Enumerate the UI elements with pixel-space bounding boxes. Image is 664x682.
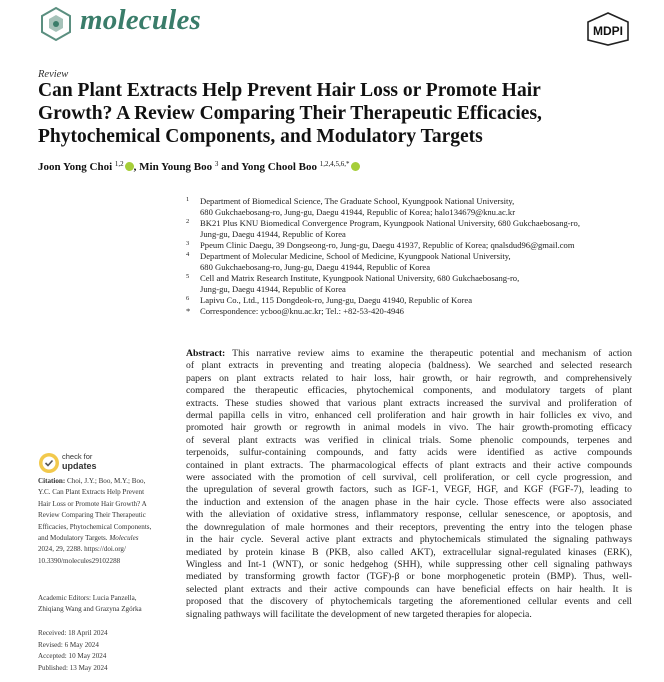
affiliation-number: 5: [186, 273, 190, 280]
abstract-label: Abstract:: [186, 348, 226, 359]
author-and: and: [218, 161, 242, 173]
abstract-line: promoted hair growth or regrowth in animal models in vivo. The hair growth-promoting efficacy: [186, 422, 632, 434]
date-received: Received: 18 April 2024: [38, 629, 108, 637]
abstract-line: in the hair cycle. Several active plant extracts and phytochemicals stimulated the signaling pathways: [186, 534, 632, 546]
date-revised: Revised: 6 May 2024: [38, 640, 99, 649]
affiliation-line: BK21 Plus KNU Biomedical Convergence Program, Kyungpook National University, 680 Gukchaebosang-ro,: [200, 218, 580, 228]
affiliation-item: [186, 240, 646, 251]
journal-name: molecules: [80, 4, 202, 36]
abstract-line: the induction and extension of the anagen phase in the hair cycle. Those effects were also associated: [186, 496, 632, 508]
orcid-icon[interactable]: [125, 162, 134, 171]
molecules-logo-icon: [38, 6, 74, 42]
affiliation-line: Jung-gu, Daegu 41944, Republic of Korea: [200, 284, 346, 294]
affiliation-item: [186, 251, 646, 273]
abstract-line: dermal papilla cells in vitro, enhanced cell proliferation and hair growth in hair follicles ex vivo, and: [186, 410, 632, 422]
citation-line: Choi, J.Y.; Boo, M.Y.; Boo,: [65, 477, 146, 485]
abstract-line: selected plant extracts and their active compounds can have beneficial effects on hair health. It is: [186, 583, 632, 595]
title-line: Can Plant Extracts Help Prevent Hair Loss or Promote Hair: [38, 80, 541, 101]
affiliation-item: [186, 196, 646, 218]
affiliation-line: 680 Gukchaebosang-ro, Jung-gu, Daegu 41944, Republic of Korea: [200, 262, 431, 272]
author-affil-sup: 3: [214, 160, 219, 168]
abstract-line: contained in plant extracts. The pharmacological effects of plant extracts and their active compounds: [186, 459, 632, 471]
affiliation-item: [186, 295, 646, 306]
publisher-name: MDPI: [593, 24, 623, 38]
date-accepted: Accepted: 10 May 2024: [38, 652, 107, 660]
affiliation-line: Ppeum Clinic Daegu, 39 Dongseong-ro, Jung-gu, Daegu 41937, Republic of Korea; qnalsdud96@gmail.com: [200, 240, 575, 250]
affiliation-line: Cell and Matrix Research Institute, Kyungpook National University, 680 Gukchaebosang-ro,: [200, 273, 520, 283]
affiliation-number: 1: [186, 196, 190, 203]
title-line: Phytochemical Components, and Modulatory Targets: [38, 126, 483, 147]
abstract-line: with the alleviation of oxidative stress, inflammatory response, cellular senescence, or apoptosis, and: [186, 509, 632, 521]
affiliation-line: 680 Gukchaebosang-ro, Jung-gu, Daegu 41944, Republic of Korea; halo134679@knu.ac.kr: [200, 207, 516, 217]
author-separator: ,: [133, 161, 140, 173]
abstract-line: Wingless and Int-1 (WNT), or sonic hedgehog (SHH), while suppressing other cell signaling pathways: [186, 558, 632, 570]
abstract-line: signaling pathways will facilitate the development of new targeted therapies for alopecia.: [186, 608, 532, 620]
abstract-line: mediated by transforming growth factor (TGF)-β or bone morphogenetic protein (BMP). Thus, well-: [186, 571, 632, 583]
affiliation-number: 3: [186, 240, 190, 247]
citation-line: Y.C. Can Plant Extracts Help Prevent: [38, 488, 145, 497]
citation-doi[interactable]: 10.3390/molecules29102288: [38, 556, 121, 565]
affiliation-line: Department of Molecular Medicine, School of Medicine, Kyungpook National University,: [200, 251, 511, 261]
mdpi-logo-icon: [585, 12, 631, 46]
abstract-line: This narrative review aims to examine the therapeutic potential and mechanism of action: [225, 348, 632, 359]
author-list: [38, 160, 360, 173]
author-name[interactable]: Yong Chool Boo: [241, 161, 317, 173]
citation-line: Review Comparing Their Therapeutic: [38, 511, 146, 520]
citation-journal: Molecules: [109, 534, 139, 543]
affiliation-number: 4: [186, 251, 190, 258]
check-for-text: check for: [62, 452, 93, 461]
affiliation-line: Lapivu Co., Ltd., 115 Dongdeok-ro, Jung-gu, Daegu 41940, Republic of Korea: [200, 295, 473, 305]
publication-dates: [38, 628, 108, 674]
abstract-line: of several plant extracts was verified in clinical trials. Some phenolic compounds, terpenes and: [186, 434, 632, 446]
citation-line[interactable]: 2024, 29, 2288. https://doi.org/: [38, 545, 126, 554]
title-line: Growth? A Review Comparing Their Therapeutic Efficacies,: [38, 103, 542, 124]
citation-label: Citation:: [38, 477, 66, 485]
author-name[interactable]: Joon Yong Choi: [38, 161, 113, 173]
abstract-line: proposed that the discovery of phytochemicals targeting the aforementioned cellular events and cell: [186, 596, 632, 608]
abstract-line: the upregulation of several growth factors, such as IGF-1, VEGF, HGF, and KGF (FGF-7), leading to: [186, 484, 632, 496]
check-for-updates-link[interactable]: [62, 453, 97, 471]
abstract-line: papers on plant extracts related to hair loss, hair growth, or hair regrowth, and comprehensively: [186, 372, 632, 384]
correspondence-marker: *: [186, 306, 191, 316]
affiliation-line: Department of Biomedical Science, The Graduate School, Kyungpook National University,: [200, 196, 515, 206]
editors-line: Academic Editors: Lucia Panzella,: [38, 594, 137, 602]
affiliation-line: Jung-gu, Daegu 41944, Republic of Korea: [200, 229, 346, 239]
article-title: [38, 79, 638, 148]
updates-text: updates: [62, 461, 97, 471]
citation-line: and Modulatory Targets.: [38, 534, 110, 543]
affiliation-number: 6: [186, 295, 190, 302]
author-affil-sup: 1,2: [114, 160, 124, 168]
author-affil-sup: 1,2,4,5,6,*: [319, 160, 350, 168]
affiliation-item: [186, 273, 646, 295]
abstract-line: were associated with the promotion of cell survival, cell proliferation, or cell cycle progression, and: [186, 472, 632, 484]
author-name[interactable]: Min Young Boo: [139, 161, 213, 173]
abstract-line: compared the therapeutic efficacies, phytochemical components, and modulatory targets of plant: [186, 385, 632, 397]
abstract-line: of plant extracts in preventing and treating alopecia (baldness). We searched and selected research: [186, 360, 632, 372]
orcid-icon[interactable]: [351, 162, 360, 171]
citation-line: Hair Loss or Promote Hair Growth? A: [38, 499, 147, 508]
abstract-line: extracts. These studies showed that various plant extracts increased the survival and proliferation of: [186, 397, 632, 409]
affiliation-item: [186, 218, 646, 240]
correspondence: [186, 306, 646, 317]
abstract: [186, 348, 632, 621]
citation-line: Efficacies, Phytochemical Components,: [38, 522, 152, 531]
article-type: Review: [38, 69, 69, 80]
correspondence-line[interactable]: Correspondence: ycboo@knu.ac.kr; Tel.: +82-53-420-4946: [200, 306, 404, 316]
affiliations: [186, 196, 646, 317]
editors-line: Zhiqiang Wang and Grazyna Zgórka: [38, 605, 142, 614]
abstract-line: mediated by protein kinase B (PKB, also called AKT), extracellular signal-regulated kinases (ERK),: [186, 546, 632, 558]
abstract-line: the downregulation of male hormones and their receptors, preventing the entry into the telogen phase: [186, 521, 632, 533]
citation-block: [38, 476, 178, 567]
affiliation-number: 2: [186, 218, 190, 225]
abstract-line: terpenoids, sulfur-containing compounds, and fatty acids were identified as active compounds: [186, 447, 632, 459]
date-published: Published: 13 May 2024: [38, 663, 108, 672]
academic-editors: [38, 593, 142, 616]
check-for-updates-icon[interactable]: [38, 452, 60, 474]
